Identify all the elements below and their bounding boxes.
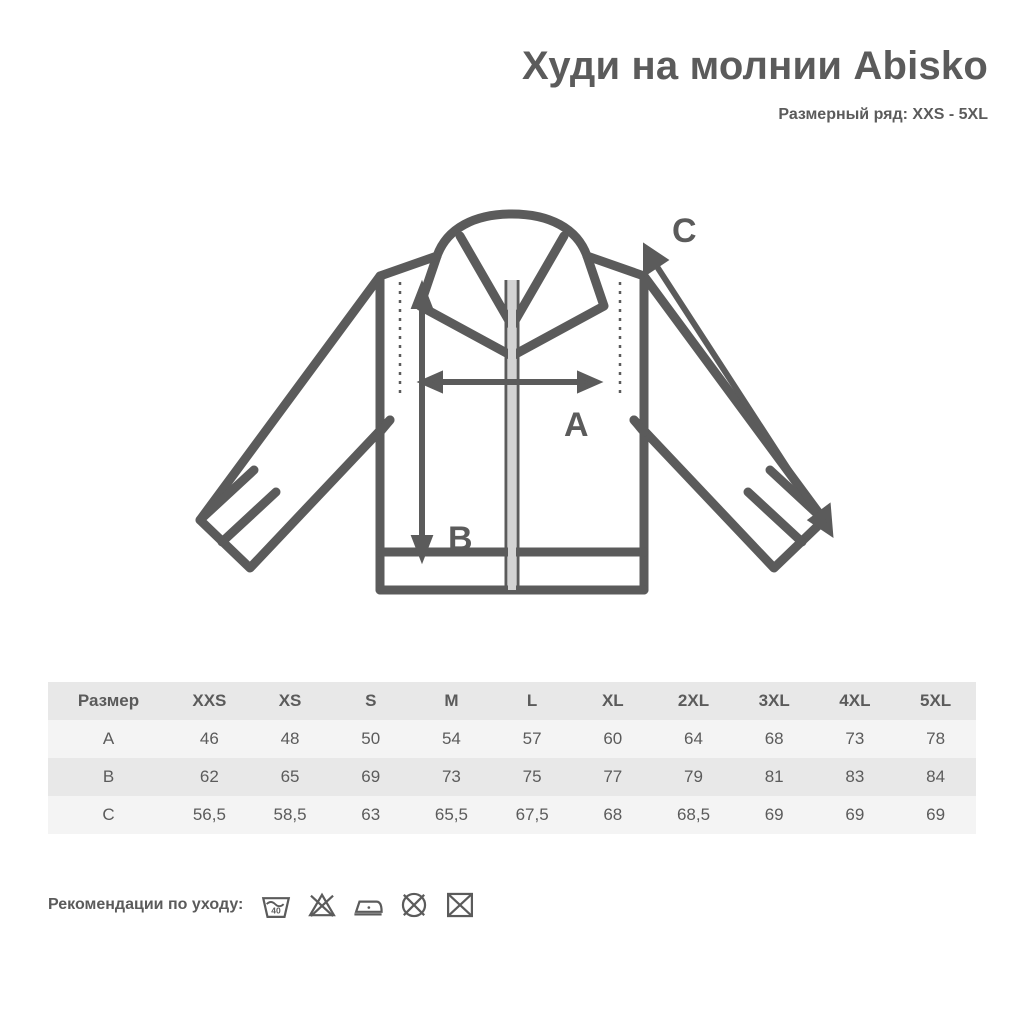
cell: 73: [845, 729, 865, 748]
page-title: Худи на молнии Abisko: [522, 44, 988, 88]
column-header: 5XL: [920, 691, 952, 710]
cell: 63: [361, 805, 381, 824]
column-header: XS: [278, 691, 302, 710]
size-range-subtitle: Размерный ряд: XXS - 5XL: [778, 106, 988, 123]
cell: 79: [684, 767, 703, 786]
cell: 69: [361, 767, 381, 786]
cell: 68: [603, 805, 623, 824]
cell: 46: [199, 729, 219, 748]
cell: 57: [522, 729, 542, 748]
cell: 68,5: [676, 805, 711, 824]
cell: 68: [764, 729, 784, 748]
care-instructions: [48, 888, 477, 922]
measure-arrow-b: [415, 288, 429, 556]
cell: 69: [926, 805, 946, 824]
cell: 48: [280, 729, 300, 748]
cell: 58,5: [273, 805, 307, 824]
header: [0, 44, 988, 124]
column-header: L: [526, 691, 538, 710]
column-header: XXS: [192, 691, 227, 710]
column-header: Размер: [77, 691, 140, 710]
cell: 81: [764, 767, 784, 786]
no-dryclean-icon: [397, 888, 431, 922]
label-a: A: [564, 406, 589, 444]
column-header: XL: [601, 691, 624, 710]
table-row: [48, 720, 976, 758]
row-label: A: [102, 729, 115, 748]
care-label: Рекомендации по уходу:: [48, 896, 244, 913]
cell: 65: [280, 767, 300, 786]
table-row: [48, 758, 976, 796]
no-tumble-dry-icon: [443, 888, 477, 922]
size-table: [48, 682, 976, 834]
row-label: B: [102, 767, 115, 786]
cell: 64: [684, 729, 703, 748]
label-b: B: [448, 520, 473, 558]
cell: 78: [926, 729, 946, 748]
table-header-row: [48, 682, 976, 720]
cell: 77: [603, 767, 623, 786]
row-label: C: [102, 805, 115, 824]
cell: 83: [845, 767, 865, 786]
iron-low-icon: [351, 888, 385, 922]
care-icon-list: [259, 888, 477, 922]
cell: 75: [522, 767, 542, 786]
cell: 69: [764, 805, 784, 824]
cell: 67,5: [515, 805, 549, 824]
cell: 60: [603, 729, 623, 748]
cell: 73: [441, 767, 461, 786]
cell: 54: [441, 729, 461, 748]
cell: 69: [845, 805, 865, 824]
cell: 65,5: [434, 805, 468, 824]
column-header: 2XL: [677, 691, 710, 710]
column-header: S: [365, 691, 377, 710]
column-header: 3XL: [758, 691, 790, 710]
cell: 50: [361, 729, 381, 748]
column-header: M: [444, 691, 459, 710]
label-c: C: [672, 212, 697, 250]
measure-arrow-c: [646, 248, 830, 532]
garment-diagram: [0, 170, 1024, 650]
cell: 84: [926, 767, 946, 786]
cell: 56,5: [192, 805, 226, 824]
no-bleach-icon: [305, 888, 339, 922]
table-row: [48, 796, 976, 834]
cell: 62: [199, 767, 219, 786]
wash-40-icon: [259, 888, 293, 922]
wash-temp-text: 40: [271, 905, 282, 916]
column-header: 4XL: [839, 691, 871, 710]
